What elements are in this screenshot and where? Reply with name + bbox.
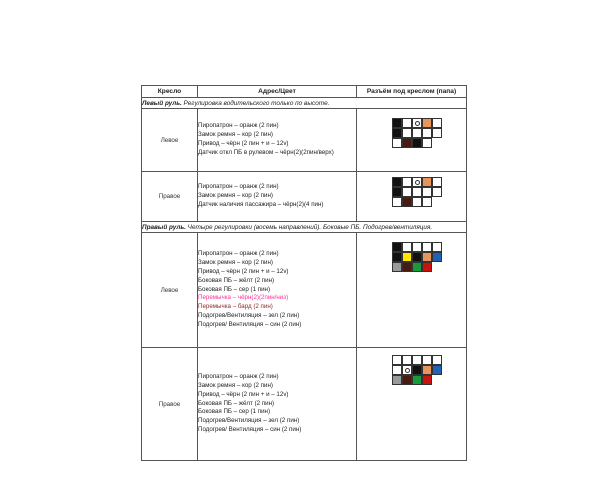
address-cell (198, 348, 357, 461)
connector-pin (412, 128, 422, 138)
connector-pin (402, 262, 412, 272)
connector-pin (392, 128, 402, 138)
connector-pin (392, 118, 402, 128)
address-line: Замок ремня – кор (2 пин) (198, 131, 273, 139)
connector-pin (402, 187, 412, 197)
connector-pin (412, 197, 422, 207)
connector-pin (412, 138, 422, 148)
connector-pin (422, 138, 432, 148)
address-line: Перемычка – бард (2 пин) (198, 303, 273, 311)
connector-pin (392, 262, 402, 272)
connector-cell (357, 109, 467, 172)
address-line: Привод – чёрн (2 пин + и – 12v) (198, 268, 289, 275)
connector-pin (412, 187, 422, 197)
connector-pin (402, 177, 412, 187)
connector-pin (422, 355, 432, 365)
connector-pin (432, 118, 442, 128)
pin-ring-icon (415, 121, 420, 126)
address-line: Датчик наличия пассажира – чёрн(2)(4 пин) (198, 200, 324, 208)
connector-pin (392, 252, 402, 262)
connector-pin (432, 177, 442, 187)
connector-pin (422, 177, 432, 187)
connector-cell (357, 348, 467, 461)
connector-pin (412, 262, 422, 272)
connector-pin (412, 365, 422, 375)
address-line: Пиропатрон – оранж (2 пин) (198, 122, 279, 130)
connector-pin (422, 187, 432, 197)
pin-ring-icon (415, 180, 420, 185)
connector-pin (432, 128, 442, 138)
connector-diagram (392, 242, 442, 272)
connector-pin (392, 375, 402, 385)
section-row-left-hand-drive (142, 98, 467, 109)
connector-pin (402, 252, 412, 262)
connector-pin (422, 252, 432, 262)
table-row (142, 172, 467, 222)
address-line: Замок ремня – кор (2 пин) (198, 382, 273, 389)
seat-cell: Правое (142, 172, 198, 222)
section-row-right-hand-drive (142, 222, 467, 233)
address-line: Пиропатрон – оранж (2 пин) (198, 183, 279, 191)
connector-pin (422, 242, 432, 252)
address-line: Перемычка – чёрн(2)(2пин/низ) (198, 294, 289, 302)
connector-pin (422, 118, 432, 128)
address-line: Пиропатрон – оранж (2 пин) (198, 250, 279, 258)
connector-pin (422, 128, 432, 138)
section-title-text: Регулировка водительского только по высоте. (181, 99, 330, 107)
table-header-row (142, 86, 467, 98)
connector-diagram (392, 118, 442, 148)
section-title (142, 98, 467, 109)
connector-pin (422, 262, 432, 272)
table-row (142, 233, 467, 348)
pin-ring-icon (405, 368, 410, 373)
connector-pin (402, 197, 412, 207)
connector-pin (402, 118, 412, 128)
connector-pin (392, 187, 402, 197)
section-title (142, 222, 467, 233)
connector-pin (412, 177, 422, 187)
address-line: Датчик откл ПБ в рулевом – чёрн(2)(2пин/верх) (198, 148, 334, 156)
address-cell (198, 109, 357, 172)
address-cell (198, 233, 357, 348)
header-seat: Кресло (142, 86, 198, 98)
seat-cell: Правое (142, 348, 198, 461)
connector-cell (357, 233, 467, 348)
address-line: Привод – чёрн (2 пин + и – 12v) (198, 140, 289, 147)
connector-pin (402, 355, 412, 365)
connector-pin (432, 375, 442, 385)
connector-diagram (392, 177, 442, 207)
connector-pin (432, 252, 442, 262)
connector-pin (392, 177, 402, 187)
address-line: Боковая ПБ – жёлт (2 пин) (198, 399, 275, 407)
address-line: Подогрев/ Вентиляция – син (2 пин) (198, 320, 302, 328)
connector-pin (392, 365, 402, 375)
seat-cell: Левое (142, 233, 198, 348)
table-row (142, 109, 467, 172)
connector-pin (402, 375, 412, 385)
table-row (142, 348, 467, 461)
connector-pin (412, 252, 422, 262)
connector-pin (422, 365, 432, 375)
connector-pin (422, 375, 432, 385)
connector-pin (392, 197, 402, 207)
connector-pin (432, 355, 442, 365)
connector-pin (402, 128, 412, 138)
address-line: Подогрев/Вентиляция – зел (2 пин) (198, 417, 300, 425)
address-line: Боковая ПБ – жёлт (2 пин) (198, 276, 275, 284)
connector-pin (432, 262, 442, 272)
connector-pin (412, 242, 422, 252)
connector-pin (422, 197, 432, 207)
address-cell (198, 172, 357, 222)
section-title-bold: Левый руль. (142, 99, 182, 107)
connector-pin (432, 242, 442, 252)
connector-pin (392, 138, 402, 148)
seat-cell: Левое (142, 109, 198, 172)
connector-pin (412, 375, 422, 385)
address-line: Подогрев/Вентиляция – зел (2 пин) (198, 311, 300, 319)
connector-pin (392, 355, 402, 365)
connector-pin (412, 118, 422, 128)
section-title-bold: Правый руль. (142, 223, 186, 231)
address-line: Подогрев/ Вентиляция – син (2 пин) (198, 425, 302, 433)
connector-pin (412, 355, 422, 365)
address-line: Боковая ПБ – сер (1 пин) (198, 408, 271, 416)
address-line: Пиропатрон – оранж (2 пин) (198, 373, 279, 381)
connector-pin (432, 187, 442, 197)
section-title-text: Четыре регулировки (восемь направлений). Боковые ПБ. Подогрев/вентиляция. (185, 223, 433, 231)
address-line: Замок ремня – кор (2 пин) (198, 192, 273, 200)
connector-diagram (392, 355, 442, 385)
connector-pin (432, 197, 442, 207)
address-line: Боковая ПБ – сер (1 пин) (198, 285, 271, 293)
connector-pin (432, 138, 442, 148)
connector-pin (432, 365, 442, 375)
address-line: Замок ремня – кор (2 пин) (198, 259, 273, 267)
connector-pin (402, 242, 412, 252)
pinout-table (141, 85, 467, 461)
connector-pin (402, 138, 412, 148)
address-line: Привод – чёрн (2 пин + и – 12v) (198, 390, 289, 398)
connector-pin (402, 365, 412, 375)
connector-cell (357, 172, 467, 222)
connector-pin (392, 242, 402, 252)
header-address: Адрес/Цвет (198, 86, 357, 98)
header-connector: Разъём под креслом (папа) (357, 86, 467, 98)
